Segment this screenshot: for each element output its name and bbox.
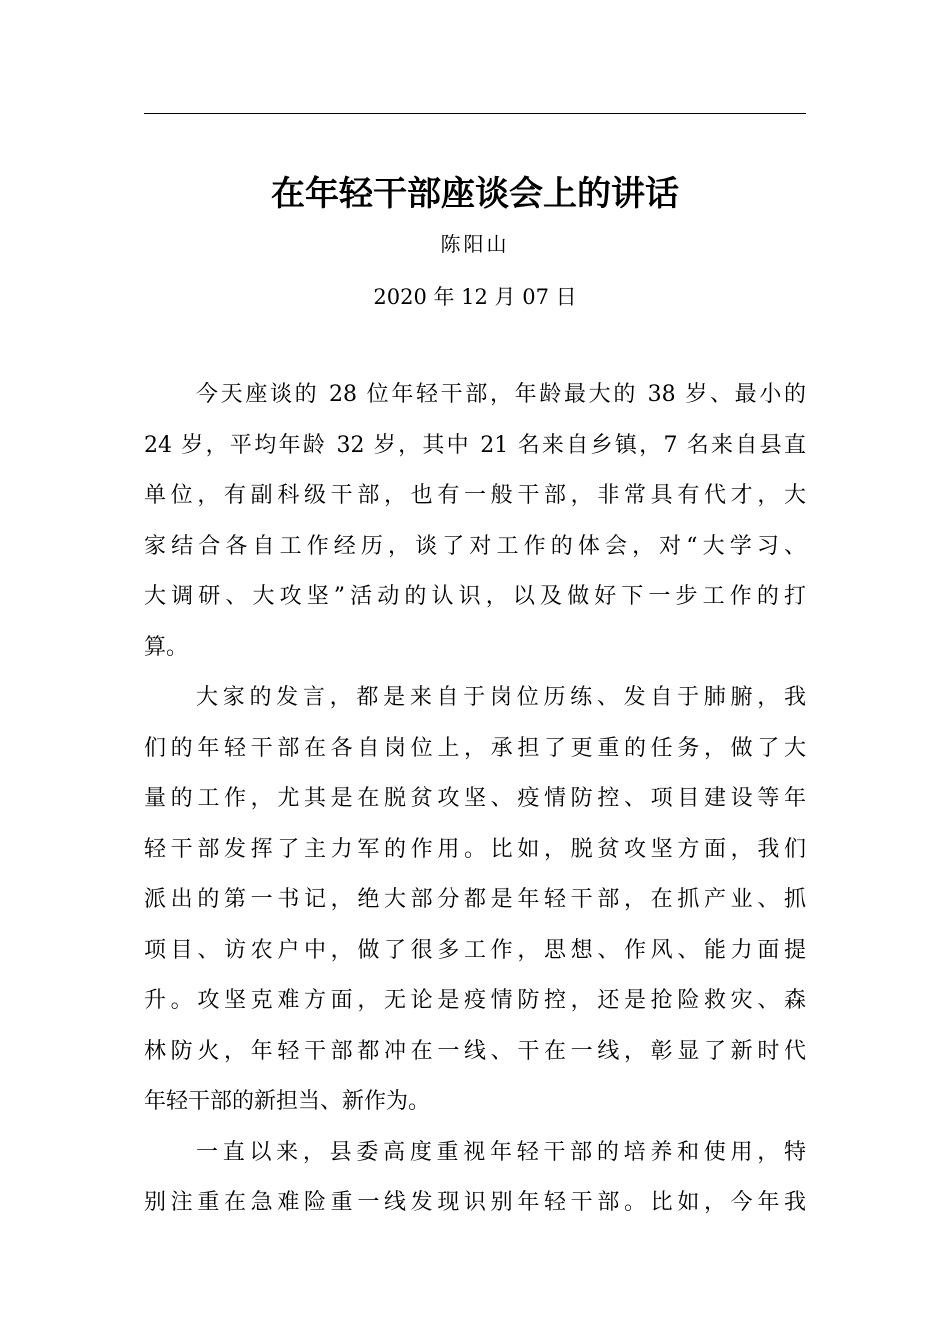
body-line: 林防火，年轻干部都冲在一线、干在一线，彰显了新时代: [144, 1038, 806, 1064]
body-line: 算。: [144, 634, 189, 660]
document-body: [144, 370, 806, 1229]
body-line: 家结合各自工作经历，谈了对工作的体会，对“大学习、: [144, 533, 806, 559]
body-line: 量的工作，尤其是在脱贫攻坚、疫情防控、项目建设等年: [144, 786, 806, 811]
body-line: 大家的发言，都是来自于岗位历练、发自于肺腑，我: [196, 685, 806, 710]
body-line: 升。攻坚克难方面，无论是疫情防控，还是抢险救灾、森: [144, 988, 806, 1013]
body-line: 们的年轻干部在各自岗位上，承担了更重的任务，做了大: [144, 735, 806, 761]
header-rule: [144, 113, 806, 114]
body-line: 今天座谈的 28 位年轻干部，年龄最大的 38 岁、最小的: [196, 382, 806, 407]
paragraph-1: [144, 370, 806, 673]
document-title: 在年轻干部座谈会上的讲话: [271, 174, 679, 214]
body-line: 派出的第一书记，绝大部分都是年轻干部，在抓产业、抓: [144, 887, 806, 912]
body-line: 24 岁，平均年龄 32 岁，其中 21 名来自乡镇，7 名来自县直: [144, 432, 806, 458]
body-line: 一直以来，县委高度重视年轻干部的培养和使用，特: [196, 1139, 806, 1165]
paragraph-3: [144, 1128, 806, 1229]
body-line: 大调研、大攻坚”活动的认识，以及做好下一步工作的打: [144, 584, 806, 609]
body-line: 单位，有副科级干部，也有一般干部，非常具有代才，大: [144, 483, 806, 508]
body-line: 轻干部发挥了主力军的作用。比如，脱贫攻坚方面，我们: [144, 836, 806, 862]
document-date: 2020 年 12 月 07 日: [373, 285, 577, 309]
paragraph-2: [144, 673, 806, 1128]
document-author: 陈阳山: [440, 232, 510, 256]
body-line: 项目、访农户中，做了很多工作，思想、作风、能力面提: [144, 937, 806, 963]
body-line: 年轻干部的新担当、新作为。: [144, 1089, 431, 1114]
body-line: 别注重在急难险重一线发现识别年轻干部。比如，今年我: [144, 1190, 806, 1215]
